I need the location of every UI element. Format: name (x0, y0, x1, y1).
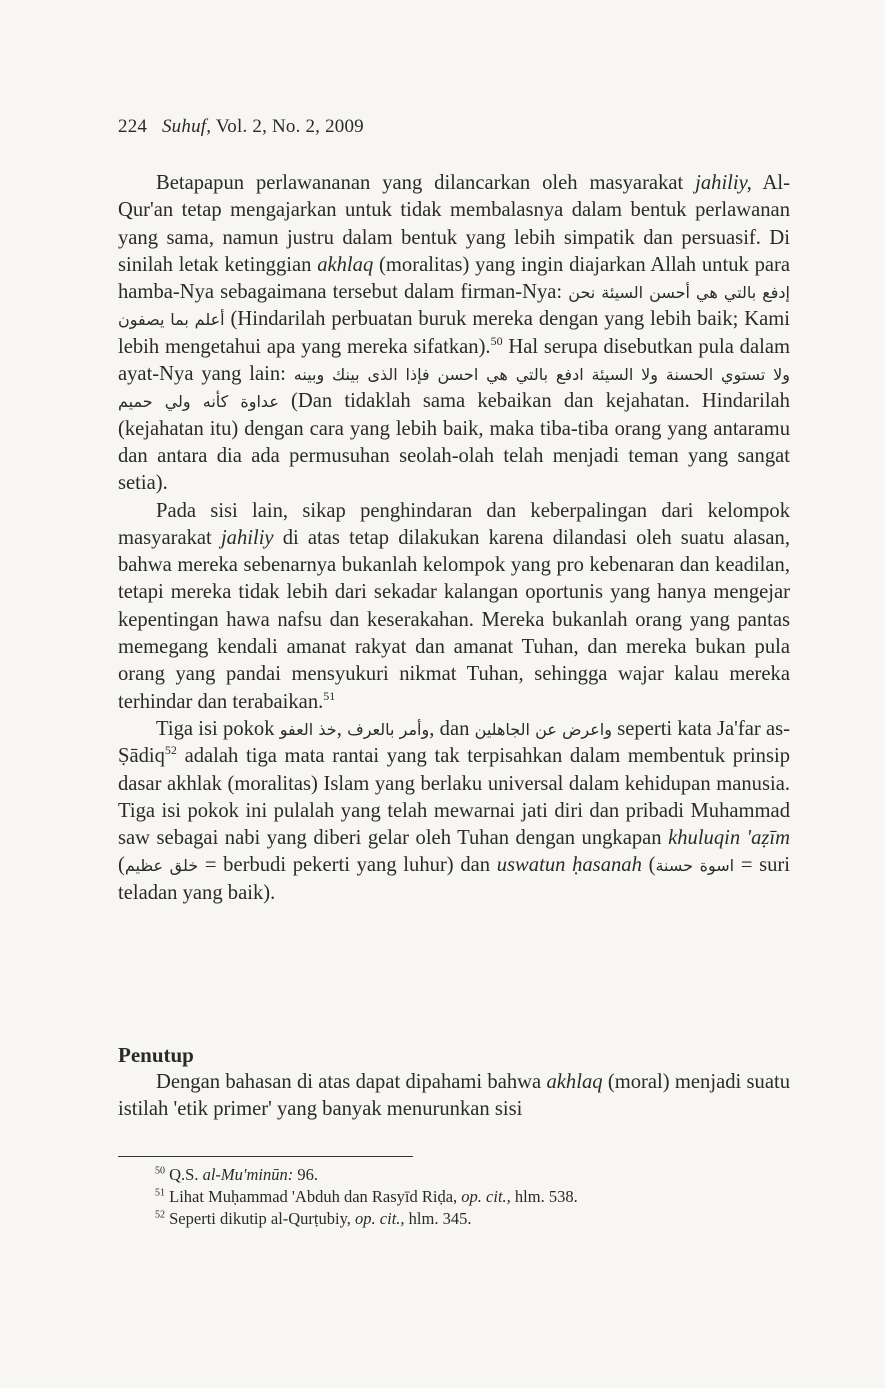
text-span: Q.S. (169, 1165, 203, 1184)
text-span: 96. (293, 1165, 318, 1184)
footnote-52 (155, 1208, 795, 1230)
text-span: Tiga isi pokok (156, 717, 280, 740)
text-span: (moralitas) yang ingin diajarkan Allah untuk para hamba-Nya sebagaimana tersebut dalam firman-Nya: (118, 253, 791, 304)
text-span: , (336, 717, 348, 740)
arabic-phrase: خلق عظيم (124, 856, 199, 876)
italic-term: op. cit., (461, 1187, 511, 1206)
text-span: ( (641, 854, 656, 877)
journal-title: Suhuf, (161, 116, 212, 137)
arabic-phrase: اسوة حسنة (655, 856, 735, 876)
footnote-50 (155, 1164, 795, 1186)
text-span: (moral) menjadi suatu istilah 'etik primer' yang banyak menurunkan sisi (118, 1071, 790, 1121)
footnote-ref[interactable]: 50 (490, 333, 503, 348)
text-span: di atas tetap dilakukan karena dilandasi oleh suatu alasan, bahwa mereka sebenarnya bukanlah kelompok yang pro kebenaran dan keadilan, tetapi mereka tidak lebih dari sekadar kalangan oportunis yang hanya mengejar kepentingan hawa nafsu dan keserakahan. Mereka bukanlah orang yang pantas memegang kendali amanat rakyat dan amanat Tuhan, dan mereka bukan pula orang yang pandai mensyukuri nikmat Tuhan, sehingga wajar kalau mereka terhindar dan terabaikan. (118, 526, 791, 713)
footnote-51 (155, 1186, 795, 1208)
text-span: = berbudi pekerti yang luhur) dan (198, 854, 497, 877)
paragraph-1 (118, 170, 790, 498)
arabic-phrase: واعرض عن الجاهلين (474, 719, 612, 739)
italic-term: khuluqin 'aẓīm (668, 827, 790, 850)
italic-term: akhlaq (317, 253, 374, 276)
text-span: adalah tiga mata rantai yang tak terpisahkan dalam membentuk prinsip dasar akhlak (moralitas) Islam yang berlaku universal dalam kehidupan manusia. Tiga isi pokok ini pulalah yang telah mewarnai jati diri dan pribadi Muhammad saw sebagai nabi yang diberi gelar oleh Tuhan dengan ungkapan (118, 745, 790, 850)
arabic-verse: ولا تستوي الحسنة ولا السيئة ادفع بالتي هي احسن فإذا الذى بينك وبينه عداوة كأنه ولي حميم (118, 365, 791, 412)
text-span: hlm. 345. (404, 1209, 472, 1228)
footnote-number: 50 (155, 1165, 165, 1177)
italic-term: al-Mu'minūn: (202, 1165, 294, 1184)
text-span: Seperti dikutip al-Qurṭubiy, (169, 1209, 356, 1228)
text-span: Dengan bahasan di atas dapat dipahami bahwa (156, 1071, 547, 1093)
paragraph-4 (118, 1069, 790, 1124)
italic-term: uswatun ḥasanah (496, 854, 642, 877)
footnote-ref[interactable]: 52 (164, 743, 177, 758)
italic-term: akhlaq (546, 1071, 603, 1093)
text-span: , dan (429, 717, 475, 740)
text-span: hlm. 538. (510, 1187, 578, 1206)
text-span: = suri teladan yang baik). (118, 854, 791, 904)
text-span: Lihat Muḥammad 'Abduh dan Rasyīd Riḍa, (169, 1187, 462, 1206)
arabic-phrase: خذ العفو (279, 719, 337, 739)
paragraph-3 (118, 716, 790, 907)
text-span: ( (118, 854, 125, 877)
section-heading: Penutup (118, 1043, 194, 1067)
arabic-verse: إدفع بالتي هي أحسن السيئة نحن أعلم بما يصفون (118, 283, 790, 330)
running-header (118, 116, 364, 138)
text-span: (Dan tidaklah sama kebaikan dan kejahatan. Hindarilah (kejahatan itu) dengan cara yang lebih baik, maka tiba-tiba orang yang antaramu dan antara dia ada permusuhan seolah-olah telah menjadi teman yang sangat setia). (118, 390, 790, 495)
text-span: Al-Qur'an tetap mengajarkan untuk tidak membalasnya dalam bentuk perlawanan yang sama, namun justru dalam bentuk yang lebih simpatik dan persuasif. Di sinilah letak ketinggian (118, 172, 790, 276)
italic-term: op. cit., (355, 1209, 405, 1228)
page-number: 224 (118, 116, 148, 137)
paragraph-2 (118, 498, 790, 716)
footnote-number: 52 (155, 1209, 165, 1221)
italic-term: jahiliy (220, 526, 274, 549)
footnotes (155, 1164, 795, 1230)
text-span: seperti kata Ja'far as-Ṣādiq (118, 717, 791, 768)
footnote-divider (118, 1156, 413, 1157)
text-span: (Hindarilah perbuatan buruk mereka dengan yang lebih baik; Kami lebih mengetahui apa yang mereka sifatkan). (118, 308, 791, 358)
arabic-phrase: وأمر بالعرف (347, 719, 430, 739)
section-body (118, 1069, 790, 1124)
italic-term: jahiliy, (695, 172, 752, 194)
journal-volume: Vol. 2, No. 2, 2009 (215, 116, 364, 137)
footnote-number: 51 (155, 1187, 165, 1199)
text-span: Pada sisi lain, sikap penghindaran dan keberpalingan dari kelompok masyarakat (118, 499, 790, 549)
text-span: Betapapun perlawananan yang dilancarkan oleh masyarakat (156, 172, 696, 194)
text-span: Hal serupa disebutkan pula dalam ayat-Nya yang lain: (118, 335, 790, 386)
footnote-ref[interactable]: 51 (323, 688, 336, 703)
body-text (118, 170, 790, 907)
